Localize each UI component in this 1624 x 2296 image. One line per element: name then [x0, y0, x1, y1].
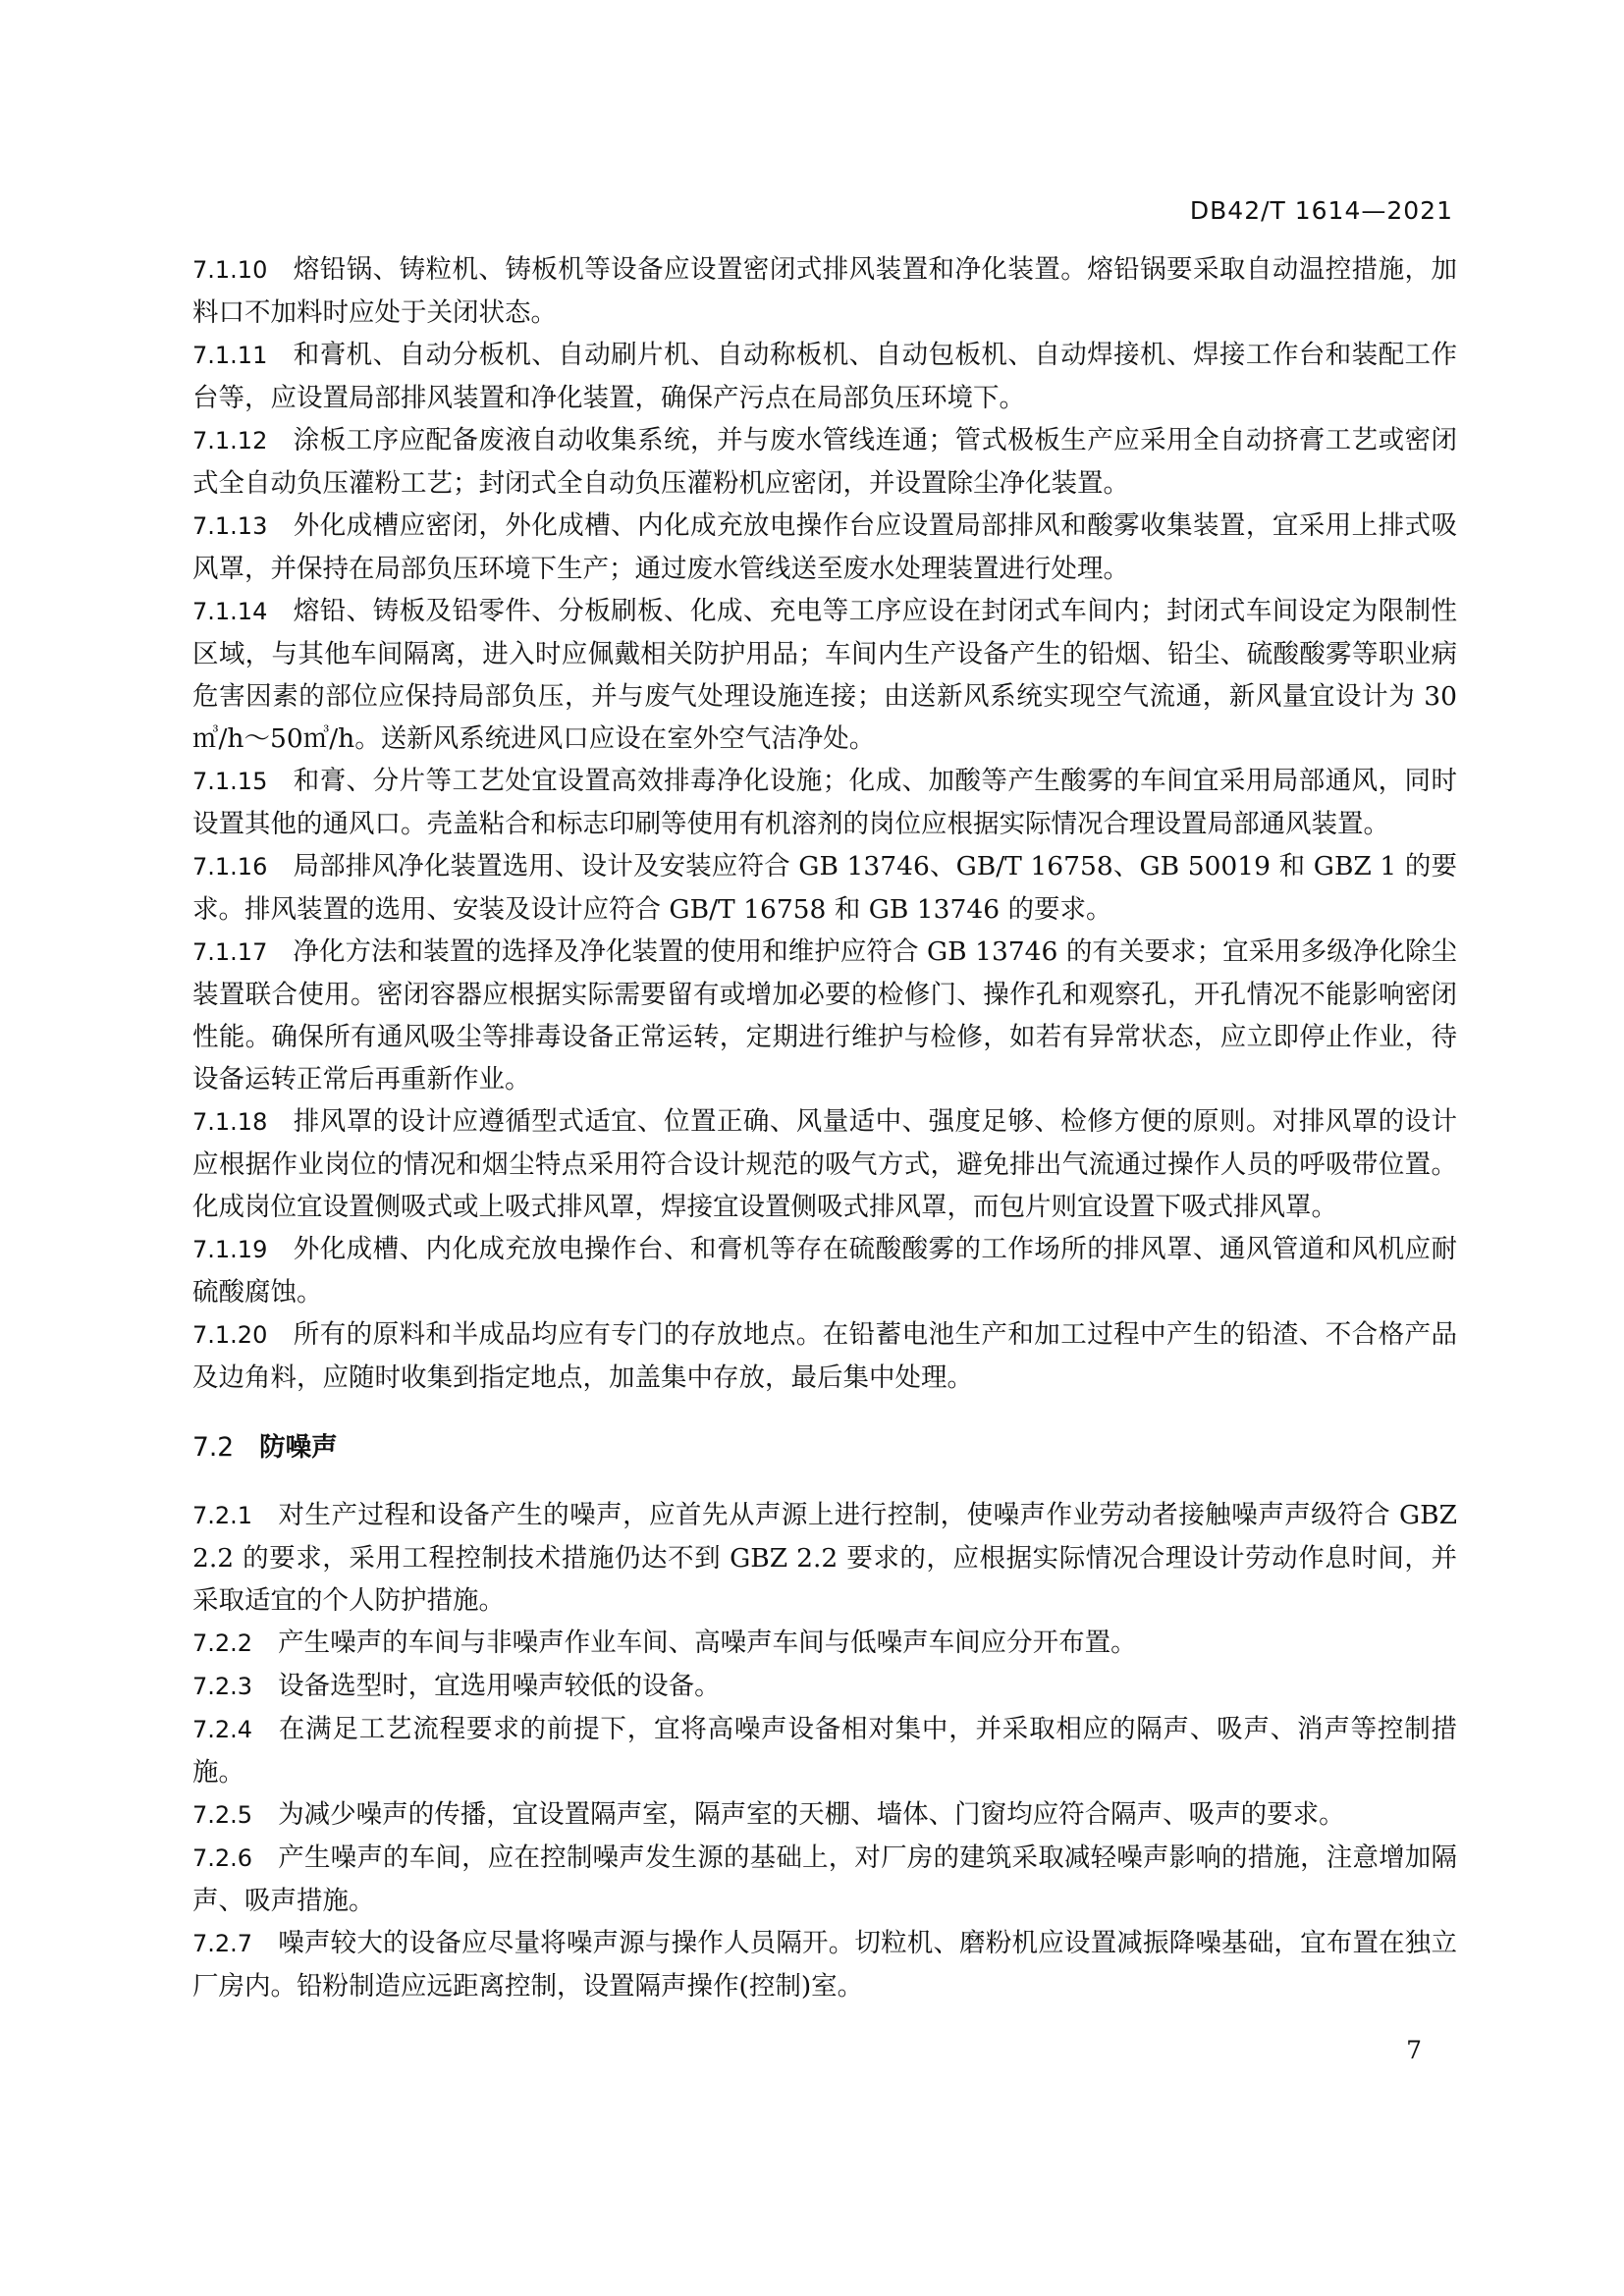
clause-number: 7.2.6 — [192, 1844, 253, 1872]
clause-text: 熔铅锅、铸粒机、铸板机等设备应设置密闭式排风装置和净化装置。熔铅锅要采取自动温控措施，加料口不加料时应处于关闭状态。 — [192, 254, 1457, 328]
clause-text: 涂板工序应配备废液自动收集系统，并与废水管线连通；管式极板生产应采用全自动挤膏工艺或密闭式全自动负压灌粉工艺；封闭式全自动负压灌粉机应密闭，并设置除尘净化装置。 — [192, 425, 1457, 499]
clause-number: 7.1.12 — [192, 427, 268, 454]
clause-7-2-6 — [192, 1837, 1457, 1922]
clause-text: 设备选型时，宜选用噪声较低的设备。 — [278, 1671, 721, 1701]
clause-7-1-18 — [192, 1100, 1457, 1228]
clause-7-1-12 — [192, 419, 1457, 505]
standard-code-header: DB42/T 1614—2021 — [1189, 196, 1453, 225]
clause-list-7-1 — [192, 248, 1457, 1399]
clause-text: 产生噪声的车间，应在控制噪声发生源的基础上，对厂房的建筑采取减轻噪声影响的措施，注意增加隔声、吸声措施。 — [192, 1842, 1457, 1916]
clause-number: 7.2.7 — [192, 1930, 253, 1957]
clause-text: 和膏机、自动分板机、自动刷片机、自动称板机、自动包板机、自动焊接机、焊接工作台和装配工作台等，应设置局部排风装置和净化装置，确保产污点在局部负压环境下。 — [192, 340, 1457, 413]
clause-text: 局部排风净化装置选用、设计及安装应符合 GB 13746、GB/T 16758、GB 50019 和 GBZ 1 的要求。排风装置的选用、安装及设计应符合 GB/T 16758 和 GB 13746 的要求。 — [192, 851, 1457, 925]
clause-text: 产生噪声的车间与非噪声作业车间、高噪声车间与低噪声车间应分开布置。 — [278, 1628, 1137, 1658]
clause-7-1-11 — [192, 334, 1457, 419]
page-number: 7 — [1406, 2036, 1422, 2064]
document-body — [192, 248, 1457, 2007]
clause-text: 外化成槽应密闭，外化成槽、内化成充放电操作台应设置局部排风和酸雾收集装置，宜采用上排式吸风罩，并保持在局部负压环境下生产；通过废水管线送至废水处理装置进行处理。 — [192, 510, 1457, 584]
clause-number: 7.1.20 — [192, 1321, 268, 1349]
clause-7-1-10 — [192, 248, 1457, 334]
clause-text: 对生产过程和设备产生的噪声，应首先从声源上进行控制，使噪声作业劳动者接触噪声声级符合 GBZ 2.2 的要求，采用工程控制技术措施仍达不到 GBZ 2.2 要求的，应根据实际情况合理设计劳动作息时间，并采取适宜的个人防护措施。 — [192, 1500, 1457, 1616]
clause-7-2-5 — [192, 1793, 1457, 1837]
clause-text: 排风罩的设计应遵循型式适宜、位置正确、风量适中、强度足够、检修方便的原则。对排风罩的设计应根据作业岗位的情况和烟尘特点采用符合设计规范的吸气方式，避免排出气流通过操作人员的呼吸带位置。化成岗位宜设置侧吸式或上吸式排风罩，焊接宜设置侧吸式排风罩，而包片则宜设置下吸式排风罩。 — [192, 1106, 1457, 1222]
clause-number: 7.1.15 — [192, 768, 268, 795]
clause-number: 7.1.14 — [192, 598, 268, 625]
clause-7-1-14 — [192, 590, 1457, 760]
clause-7-1-15 — [192, 760, 1457, 845]
clause-number: 7.1.10 — [192, 256, 268, 284]
clause-7-1-13 — [192, 505, 1457, 590]
clause-number: 7.2.2 — [192, 1629, 253, 1657]
clause-number: 7.1.17 — [192, 938, 268, 966]
clause-number: 7.2.4 — [192, 1716, 253, 1743]
clause-7-1-19 — [192, 1228, 1457, 1313]
clause-text: 外化成槽、内化成充放电操作台、和膏机等存在硫酸酸雾的工作场所的排风罩、通风管道和风机应耐硫酸腐蚀。 — [192, 1234, 1457, 1308]
clause-7-2-3 — [192, 1665, 1457, 1708]
clause-number: 7.1.18 — [192, 1108, 268, 1136]
clause-7-2-2 — [192, 1622, 1457, 1665]
section-heading-7-2 — [192, 1426, 1457, 1468]
clause-text: 所有的原料和半成品均应有专门的存放地点。在铅蓄电池生产和加工过程中产生的铅渣、不合格产品及边角料，应随时收集到指定地点，加盖集中存放，最后集中处理。 — [192, 1319, 1457, 1393]
clause-7-2-1 — [192, 1494, 1457, 1622]
clause-text: 熔铅、铸板及铅零件、分板刷板、化成、充电等工序应设在封闭式车间内；封闭式车间设定为限制性区域，与其他车间隔离，进入时应佩戴相关防护用品；车间内生产设备产生的铅烟、铅尘、硫酸酸雾等职业病危害因素的部位应保持局部负压，并与废气处理设施连接；由送新风系统实现空气流通，新风量宜设计为 30㎥/h～50㎥/h。送新风系统进风口应设在室外空气洁净处。 — [192, 596, 1457, 754]
clause-text: 噪声较大的设备应尽量将噪声源与操作人员隔开。切粒机、磨粉机应设置减振降噪基础，宜布置在独立厂房内。铅粉制造应远距离控制，设置隔声操作(控制)室。 — [192, 1928, 1457, 2002]
clause-7-2-7 — [192, 1922, 1457, 2007]
clause-list-7-2 — [192, 1494, 1457, 2007]
clause-7-2-4 — [192, 1708, 1457, 1793]
clause-text: 和膏、分片等工艺处宜设置高效排毒净化设施；化成、加酸等产生酸雾的车间宜采用局部通风，同时设置其他的通风口。壳盖粘合和标志印刷等使用有机溶剂的岗位应根据实际情况合理设置局部通风装置。 — [192, 766, 1457, 839]
clause-number: 7.1.11 — [192, 342, 268, 369]
clause-number: 7.1.19 — [192, 1236, 268, 1263]
clause-7-1-17 — [192, 931, 1457, 1100]
clause-7-1-20 — [192, 1313, 1457, 1399]
clause-text: 净化方法和装置的选择及净化装置的使用和维护应符合 GB 13746 的有关要求；宜采用多级净化除尘装置联合使用。密闭容器应根据实际需要留有或增加必要的检修门、操作孔和观察孔，开孔情况不能影响密闭性能。确保所有通风吸尘等排毒设备正常运转，定期进行维护与检修，如若有异常状态，应立即停止作业，待设备运转正常后再重新作业。 — [192, 936, 1457, 1095]
clause-text: 在满足工艺流程要求的前提下，宜将高噪声设备相对集中，并采取相应的隔声、吸声、消声等控制措施。 — [192, 1714, 1457, 1788]
clause-number: 7.2.3 — [192, 1673, 253, 1700]
clause-7-1-16 — [192, 845, 1457, 931]
clause-text: 为减少噪声的传播，宜设置隔声室，隔声室的天棚、墙体、门窗均应符合隔声、吸声的要求。 — [278, 1799, 1345, 1830]
clause-number: 7.1.13 — [192, 512, 268, 540]
section-number: 7.2 — [192, 1432, 235, 1463]
clause-number: 7.1.16 — [192, 853, 268, 881]
clause-number: 7.2.5 — [192, 1801, 253, 1829]
clause-number: 7.2.1 — [192, 1502, 253, 1529]
section-title: 防噪声 — [259, 1432, 338, 1463]
